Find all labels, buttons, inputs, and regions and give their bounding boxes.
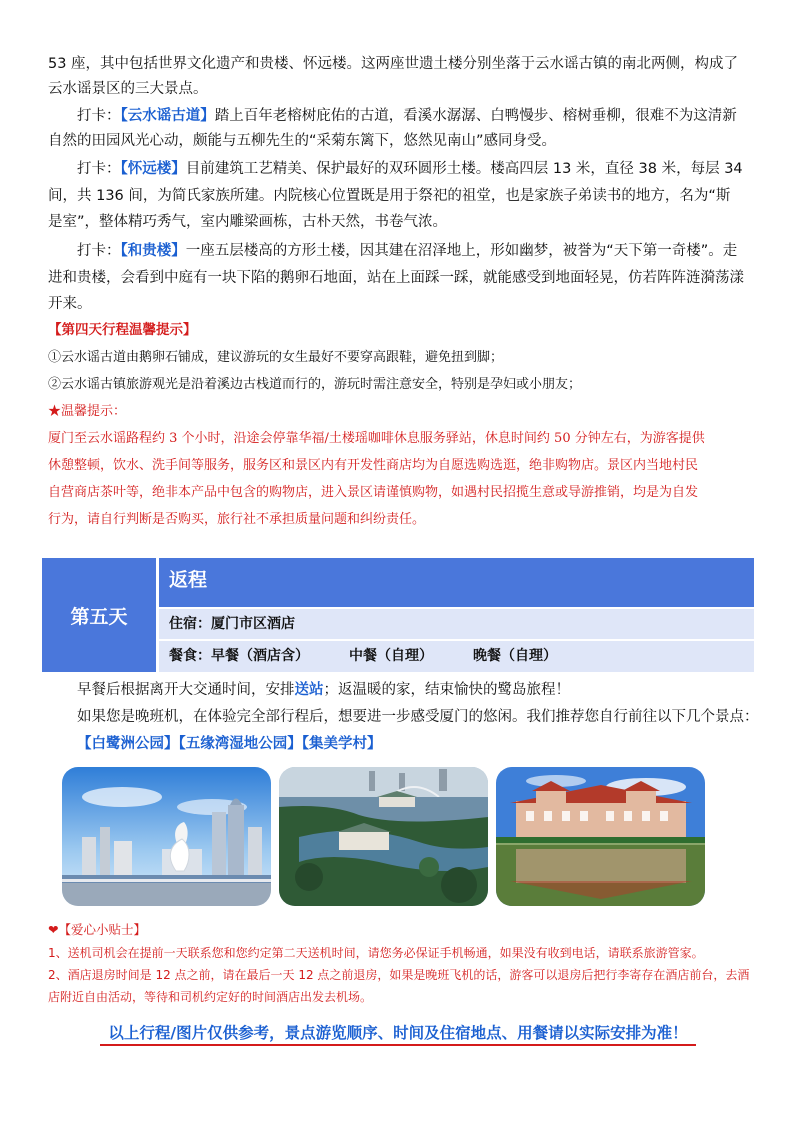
photo-wuyuanwan-wetland [279,767,488,906]
day4-tips-item-2: ②云水谣古镇旅游观光是沿着溪边古栈道而行的，游玩时需注意安全，特别是孕妇或小朋友； [48,377,582,392]
meal-dinner: 晚餐（自理） [473,648,557,664]
spot-huaiyuan-line-1 [77,157,743,182]
day5-meals [159,641,754,672]
spot-name-hegui: 【和贵楼】 [120,243,186,259]
send-off-highlight: 送站 [294,682,324,698]
spot-gudao-line-2: 自然的田园风光心动，颇能与五柳先生的“采菊东篱下，悠然见南山”感同身受。 [48,133,557,149]
jimei-school-village-image [496,767,705,906]
spot-hegui-line-1 [77,239,737,264]
day4-tips-title: 【第四天行程温馨提示】 [48,322,197,338]
spot-hegui-line-2: 进和贵楼，会看到中庭有一块下陷的鹅卵石地面，站在上面踩一踩，就能感受到地面轻晃，仿若阵阵涟漪荡漾 [48,270,744,286]
spot-prefix: 打卡： [77,161,121,177]
day5-text-line-1: 早餐后根据离开大交通时间，安排送站；返温暖的家，结束愉快的鹭岛旅程！ [77,682,570,698]
bailuzhou-park-image [62,767,271,906]
spot-huaiyuan-line-2: 间，共 136 间，为简氏家族所建。内院核心位置既是用于祭祀的祖堂，也是家族子弟读书的地方，名为“斯 [48,188,731,204]
spot-name-huaiyuan: 【怀远楼】 [120,161,186,177]
spot-huaiyuan-line-3: 是室”，整体精巧秀气，室内雕梁画栋，古朴天然，书卷气浓。 [48,214,448,230]
love-tips-item-2a: 2、酒店退房时间是 12 点之前，请在最后一天 12 点之前退房，如果是晚班飞机的话，游客可以退房后把行李寄存在酒店前台，去酒 [48,968,750,982]
day5-header [42,558,754,672]
love-tips-item-1: 1、送机司机会在提前一天联系您和您约定第二天送机时间，请您务必保证手机畅通，如果没有收到电话，请联系旅游管家。 [48,946,704,960]
spot-hegui-line-3: 开来。 [48,296,92,312]
wuyuanwan-wetland-image [279,767,488,906]
warm-tip-line-4: 行为，请自行判断是否购买，旅行社不承担质量问题和纠纷责任。 [48,512,426,527]
heart-icon: ❤ [48,922,59,937]
day5-label: 第五天 [42,558,156,672]
disclaimer-underline [100,1044,696,1046]
day5-title: 返程 [159,558,754,607]
spot-prefix: 打卡： [77,108,121,124]
spot-name-gudao: 【云水谣古道】 [120,108,215,124]
spot-prefix: 打卡： [77,243,121,259]
intro-line-1: 53 座，其中包括世界文化遗产和贵楼、怀远楼。这两座世遗土楼分别坐落于云水谣古镇的南北两侧，构成了 [48,56,739,72]
intro-line-2: 云水谣景区的三大景点。 [48,81,208,97]
love-tips-title: ❤【爱心小贴士】 [48,922,146,937]
spot-gudao-line-1 [77,104,737,129]
meal-lunch: 中餐（自理） [349,648,433,664]
day5-stay: 住宿：厦门市区酒店 [159,609,754,639]
day4-tips-item-1: ①云水谣古道由鹅卵石铺成，建议游玩的女生最好不要穿高跟鞋，避免扭到脚； [48,350,504,365]
recommended-places: 【白鹭洲公园】【五缘湾湿地公园】【集美学村】 [77,736,382,752]
warm-tip-title: ★温馨提示： [48,404,127,419]
warm-tip-line-2: 休憩整顿，饮水、洗手间等服务，服务区和景区内有开发性商店均为自愿选购选逛，绝非购物店。景区内当地村民 [48,458,699,473]
disclaimer: 以上行程/图片仅供参考，景点游览顺序、时间及住宿地点、用餐请以实际安排为准！ [108,1024,688,1042]
warm-tip-line-3: 自营商店茶叶等，绝非本产品中包含的购物店，进入景区请谨慎购物，如遇村民招揽生意或导游推销，均是为自发 [48,485,699,500]
day5-text-line-2: 如果您是晚班机，在体验完全部行程后，想要进一步感受厦门的悠闲。我们推荐您自行前往以下几个景点： [77,709,759,725]
photo-bailuzhou-park [62,767,271,906]
love-tips-item-2b: 店附近自由活动，等待和司机约定好的时间酒店出发去机场。 [48,990,373,1004]
photo-jimei-school-village [496,767,705,906]
meal-label: 餐食： [169,648,211,664]
spot-text: 踏上百年老榕树庇佑的古道，看溪水潺潺、白鸭慢步、榕树垂柳，很难不为这清新 [214,108,737,124]
meal-breakfast: 早餐（酒店含） [211,648,309,664]
warm-tip-line-1: 厦门至云水谣路程约 3 个小时，沿途会停靠华福/土楼瑶咖啡休息服务驿站，休息时间约 50 分钟左右，为游客提供 [48,431,705,446]
spot-text: 目前建筑工艺精美、保护最好的双环圆形土楼。楼高四层 13 米，直径 38 米，每层 34 [185,161,743,177]
spot-text: 一座五层楼高的方形土楼，因其建在沼泽地上，形如幽梦，被誉为“天下第一奇楼”。走 [185,243,738,259]
